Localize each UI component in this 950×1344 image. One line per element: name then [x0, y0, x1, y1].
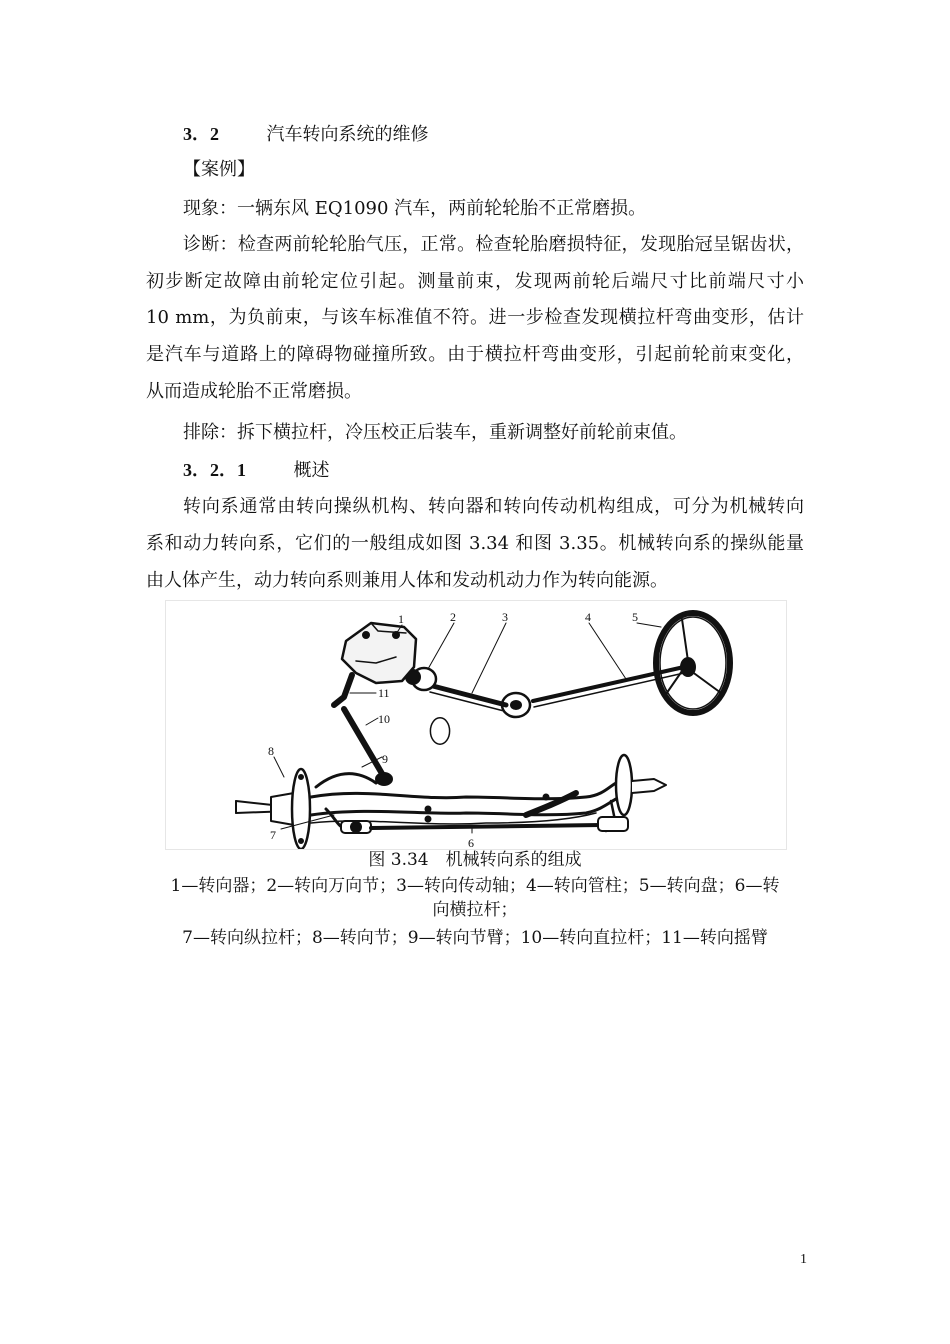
diagnosis-line: 是汽车与道路上的障碍物碰撞所致。由于横拉杆弯曲变形，引起前轮前束变化，	[146, 344, 804, 365]
case-remedy: 排除：拆下横拉杆，冷压校正后装车，重新调整好前轮前束值。	[183, 422, 687, 443]
callout-label: 2	[450, 610, 456, 624]
diagnosis-line: 从而造成轮胎不正常磨损。	[146, 381, 362, 402]
page-number: 1	[800, 1252, 807, 1267]
callout-label: 1	[398, 612, 404, 626]
figure-caption: 图 3.34 机械转向系的组成	[368, 850, 582, 870]
overview-line: 由人体产生，动力转向系则兼用人体和发动机动力作为转向能源。	[146, 570, 668, 591]
section-number: 3．2	[183, 124, 219, 144]
callout-label: 5	[632, 610, 638, 624]
figure-legend-line: 1—转向器；2—转向万向节；3—转向传动轴；4—转向管柱；5—转向盘；6—转	[170, 876, 780, 896]
steering-system-figure	[165, 600, 787, 850]
figure-legend-line: 向横拉杆；	[432, 900, 518, 920]
callout-label: 8	[268, 744, 274, 758]
callout-label: 4	[585, 610, 591, 624]
subsection-number: 3．2．1	[183, 460, 246, 480]
callout-label: 10	[378, 712, 390, 726]
case-phenomenon: 现象：一辆东风 EQ1090 汽车，两前轮轮胎不正常磨损。	[183, 198, 647, 219]
overview-line: 系和动力转向系，它们的一般组成如图 3.34 和图 3.35。机械转向系的操纵能量	[146, 533, 804, 554]
diagnosis-line: 诊断：检查两前轮轮胎气压，正常。检查轮胎磨损特征，发现胎冠呈锯齿状，	[183, 234, 804, 255]
callout-label: 6	[468, 836, 474, 849]
callout-label: 7	[270, 828, 276, 842]
section-title: 汽车转向系统的维修	[266, 124, 429, 145]
section-heading	[183, 122, 428, 147]
diagnosis-line: 初步断定故障由前轮定位引起。测量前束，发现两前轮后端尺寸比前端尺寸小	[146, 271, 804, 292]
figure-legend-line: 7—转向纵拉杆；8—转向节；9—转向节臂；10—转向直拉杆；11—转向摇臂	[182, 928, 768, 948]
steering-diagram	[166, 601, 786, 849]
case-label: 【案例】	[183, 159, 255, 180]
subsection-title: 概述	[293, 460, 330, 481]
subsection-heading	[183, 458, 329, 483]
callout-label: 11	[378, 686, 390, 700]
steering-wheel-drawing	[656, 613, 730, 713]
callout-label: 3	[502, 610, 508, 624]
overview-line: 转向系通常由转向操纵机构、转向器和转向传动机构组成，可分为机械转向	[183, 496, 804, 517]
callout-label: 9	[382, 752, 388, 766]
diagnosis-line: 10 mm，为负前束，与该车标准值不符。进一步检查发现横拉杆弯曲变形，估计	[146, 307, 804, 328]
